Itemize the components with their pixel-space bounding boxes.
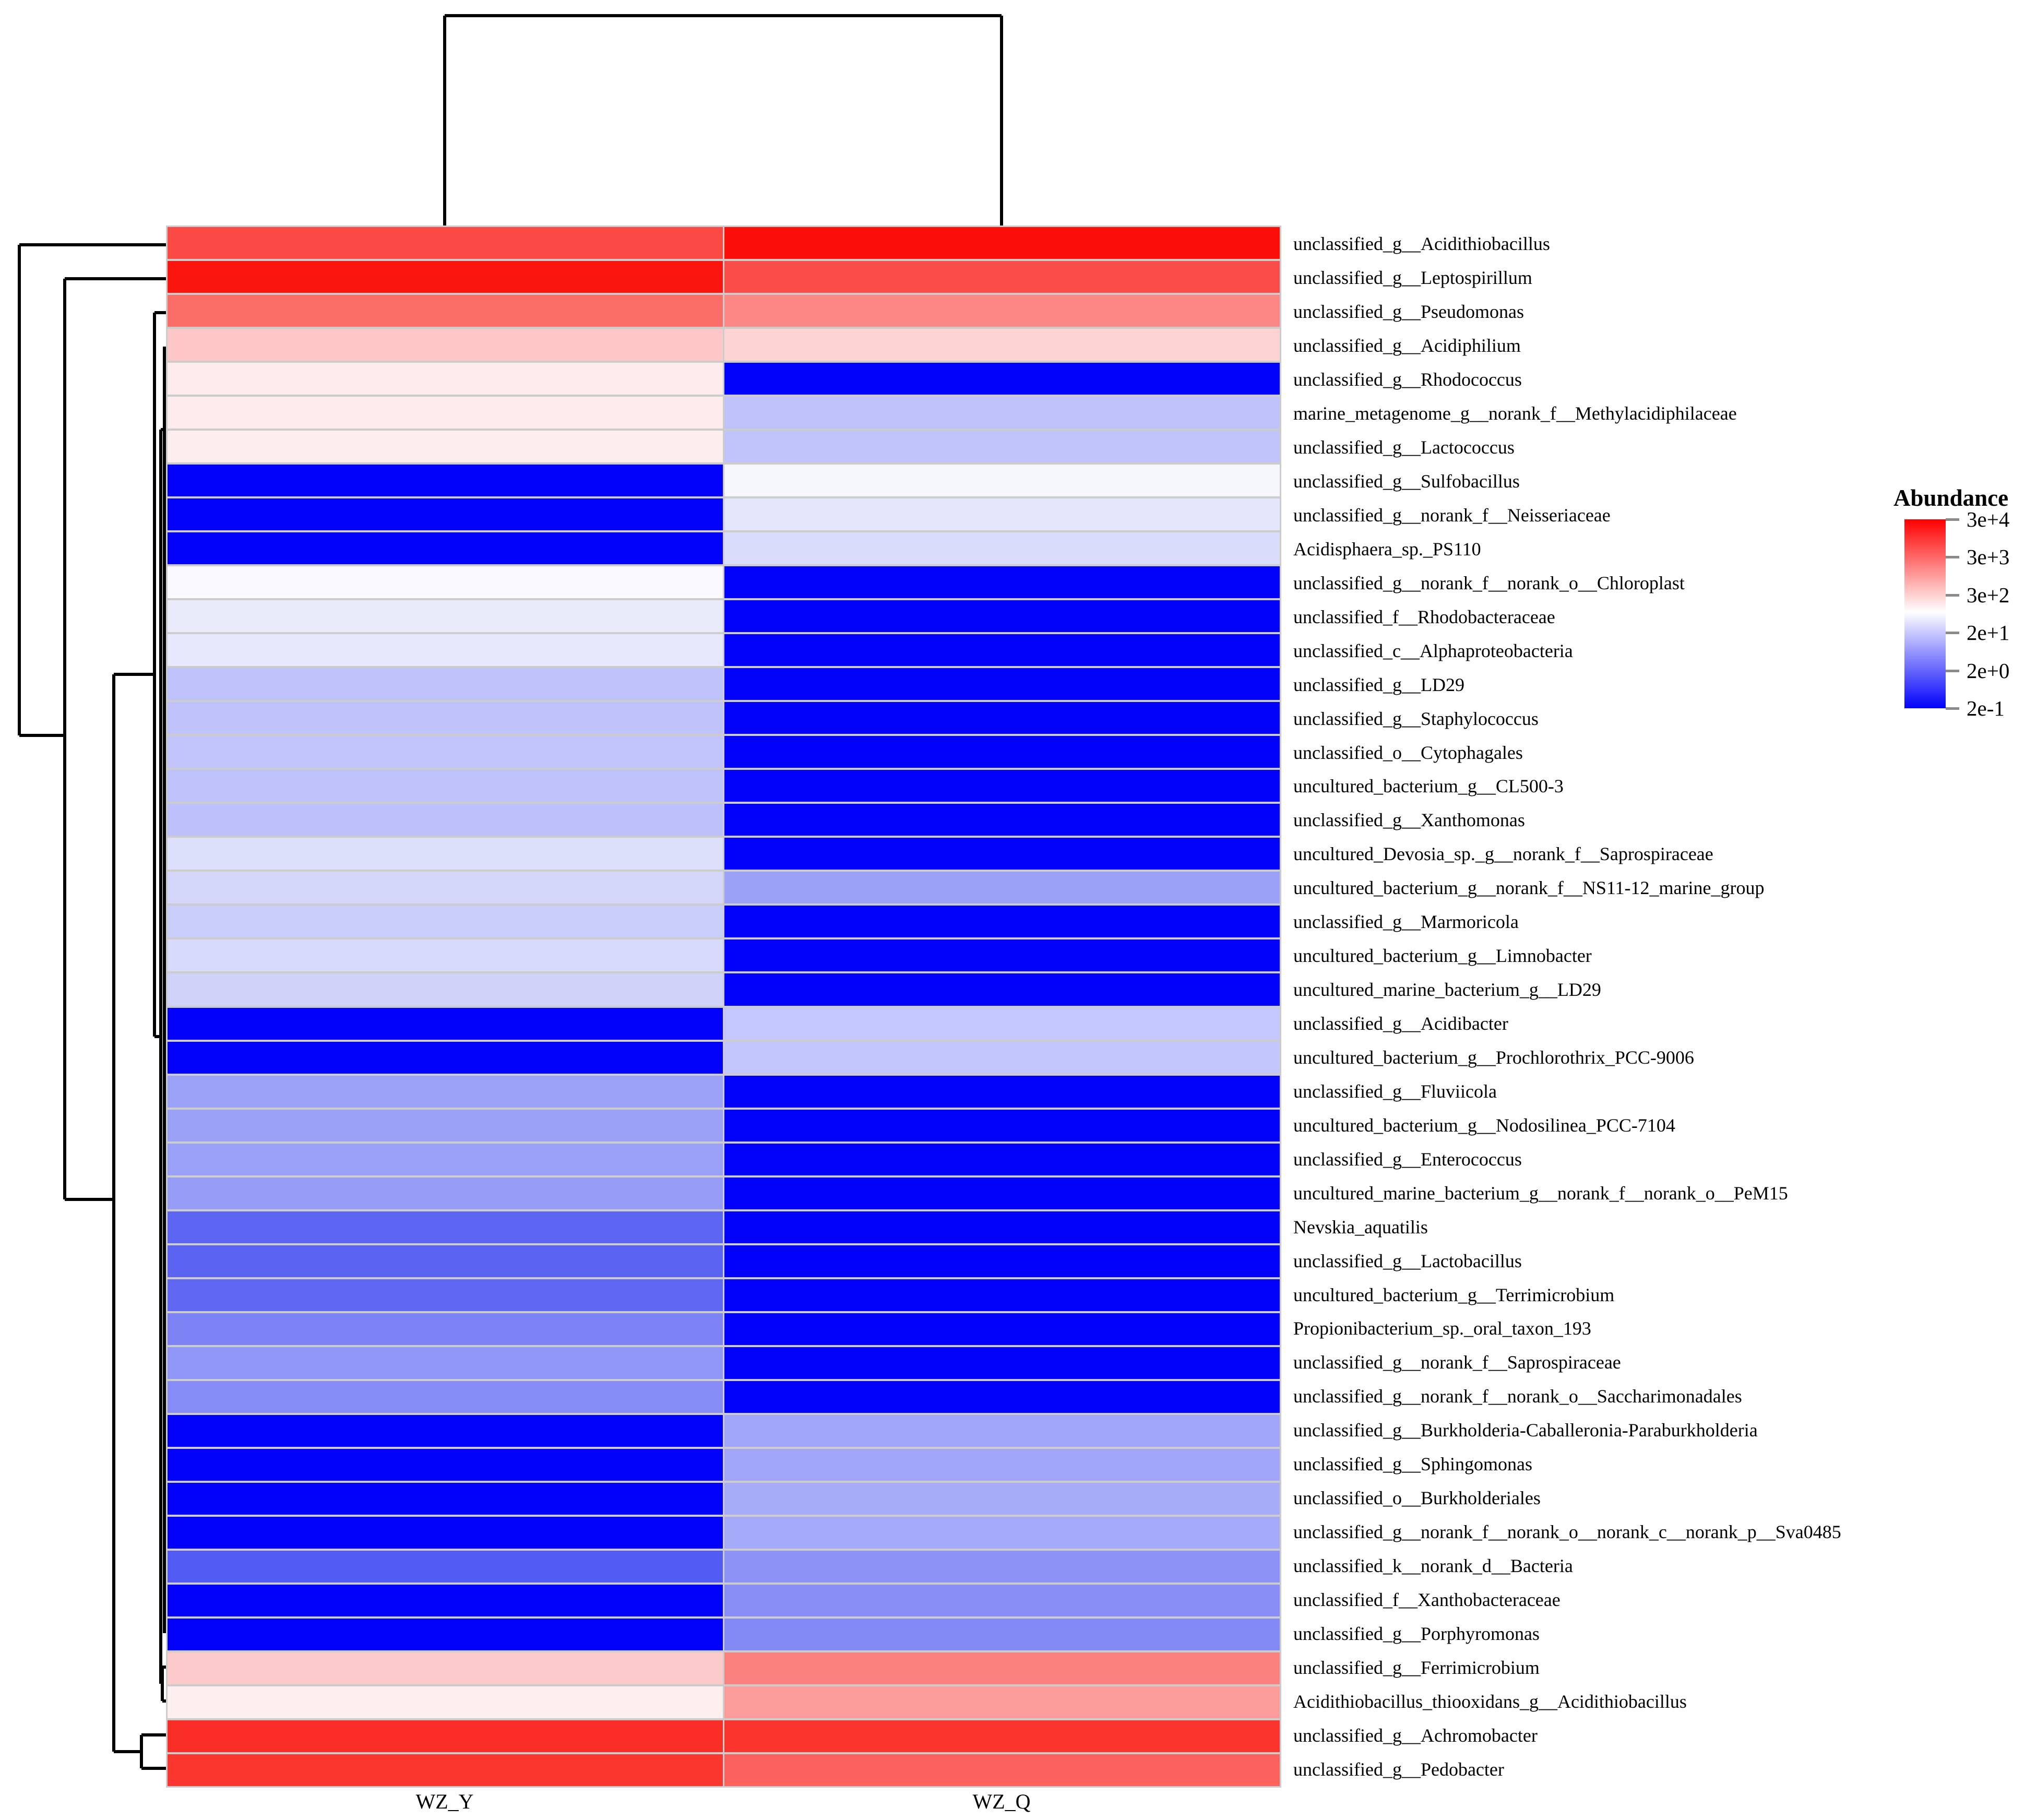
heatmap-cell-wz_y-row30 (168, 1211, 723, 1243)
heatmap-cell-wz_y-row8 (168, 465, 723, 496)
heatmap-cell-wz_q-row25 (724, 1042, 1280, 1074)
row-label: unclassified_g__norank_f__norank_o__Chloroplast (1293, 572, 1685, 593)
heatmap-cell-wz_q-row12 (724, 600, 1280, 632)
heatmap-cell-wz_y-row31 (168, 1245, 723, 1277)
heatmap-cell-wz_y-row1 (168, 227, 723, 259)
row-label: unclassified_g__Xanthomonas (1293, 810, 1525, 831)
heatmap-grid (168, 227, 1280, 1786)
heatmap-cell-wz_q-row15 (724, 702, 1280, 734)
heatmap-cell-wz_q-row27 (724, 1110, 1280, 1141)
heatmap-cell-wz_q-row21 (724, 906, 1280, 937)
heatmap-cell-wz_q-row16 (724, 736, 1280, 768)
heatmap-cell-wz_q-row19 (724, 838, 1280, 870)
row-label: unclassified_g__Porphyromonas (1293, 1623, 1540, 1644)
row-label: unclassified_g__Lactobacillus (1293, 1250, 1522, 1271)
heatmap-cell-wz_q-row10 (724, 532, 1280, 564)
row-label: unclassified_g__Sulfobacillus (1293, 471, 1520, 492)
heatmap-cell-wz_y-row41 (168, 1585, 723, 1616)
heatmap-cell-wz_y-row28 (168, 1144, 723, 1175)
legend-tick-label: 3e+3 (1967, 545, 2010, 569)
heatmap-cell-wz_q-row20 (724, 872, 1280, 903)
row-label: uncultured_bacterium_g__Nodosilinea_PCC-7104 (1293, 1114, 1675, 1136)
heatmap-cell-wz_q-row18 (724, 804, 1280, 836)
heatmap-cell-wz_q-row6 (724, 397, 1280, 429)
row-label: unclassified_g__Leptospirillum (1293, 267, 1532, 289)
row-label: uncultured_marine_bacterium_g__norank_f__norank_o__PeM15 (1293, 1182, 1788, 1204)
heatmap-cell-wz_q-row34 (724, 1347, 1280, 1379)
heatmap-cell-wz_y-row33 (168, 1313, 723, 1345)
row-label: unclassified_g__Sphingomonas (1293, 1454, 1532, 1475)
heatmap-cell-wz_q-row11 (724, 566, 1280, 598)
legend-tick-label: 3e+2 (1967, 582, 2010, 607)
row-label: unclassified_g__Enterococcus (1293, 1148, 1522, 1170)
heatmap-cell-wz_y-row43 (168, 1652, 723, 1684)
heatmap-cell-wz_y-row3 (168, 295, 723, 327)
heatmap-cell-wz_q-row42 (724, 1619, 1280, 1650)
heatmap-cell-wz_y-row19 (168, 838, 723, 870)
heatmap-cell-wz_q-row32 (724, 1279, 1280, 1311)
legend-tick-mark (1946, 707, 1959, 710)
heatmap-cell-wz_q-row31 (724, 1245, 1280, 1277)
heatmap-cell-wz_y-row20 (168, 872, 723, 903)
heatmap-cell-wz_q-row13 (724, 634, 1280, 666)
row-label: unclassified_o__Cytophagales (1293, 742, 1523, 763)
heatmap-cell-wz_q-row4 (724, 329, 1280, 361)
row-label: unclassified_o__Burkholderiales (1293, 1488, 1541, 1509)
heatmap-cell-wz_q-row38 (724, 1483, 1280, 1515)
row-label: unclassified_g__Staphylococcus (1293, 708, 1539, 729)
heatmap-cell-wz_q-row9 (724, 498, 1280, 530)
heatmap-cell-wz_y-row34 (168, 1347, 723, 1379)
row-label: unclassified_g__norank_f__norank_o__norank_c__norank_p__Sva0485 (1293, 1521, 1841, 1543)
heatmap-cell-wz_q-row35 (724, 1381, 1280, 1413)
heatmap-cell-wz_y-row25 (168, 1042, 723, 1074)
heatmap-cell-wz_y-row18 (168, 804, 723, 836)
row-label: unclassified_g__Pseudomonas (1293, 301, 1524, 323)
heatmap-cell-wz_y-row42 (168, 1619, 723, 1650)
row-label: Acidithiobacillus_thiooxidans_g__Acidithiobacillus (1293, 1691, 1687, 1712)
row-label: unclassified_g__Acidithiobacillus (1293, 233, 1550, 255)
legend-colorbar (1904, 519, 1946, 708)
row-label: uncultured_bacterium_g__CL500-3 (1293, 776, 1564, 797)
heatmap-cell-wz_q-row37 (724, 1449, 1280, 1481)
row-label: unclassified_f__Xanthobacteraceae (1293, 1589, 1561, 1610)
heatmap-cell-wz_q-row17 (724, 770, 1280, 802)
legend-tick-mark (1946, 670, 1959, 672)
row-label: uncultured_bacterium_g__Terrimicrobium (1293, 1284, 1615, 1305)
heatmap-cell-wz_y-row36 (168, 1415, 723, 1447)
heatmap-cell-wz_y-row16 (168, 736, 723, 768)
heatmap-cell-wz_y-row4 (168, 329, 723, 361)
row-label: unclassified_g__Pedobacter (1293, 1758, 1504, 1780)
heatmap-cell-wz_q-row2 (724, 261, 1280, 293)
heatmap-cell-wz_y-row26 (168, 1076, 723, 1108)
legend-tick-label: 3e+4 (1967, 507, 2010, 531)
heatmap-cell-wz_y-row29 (168, 1177, 723, 1209)
heatmap-cell-wz_y-row2 (168, 261, 723, 293)
legend-tick-mark (1946, 594, 1959, 597)
heatmap-cell-wz_y-row14 (168, 668, 723, 700)
row-label: uncultured_bacterium_g__Limnobacter (1293, 945, 1592, 967)
row-label: unclassified_g__norank_f__Saprospiraceae (1293, 1352, 1621, 1373)
row-label: unclassified_g__Acidibacter (1293, 1013, 1508, 1034)
row-label: unclassified_g__Lactococcus (1293, 437, 1515, 458)
row-label: unclassified_f__Rhodobacteraceae (1293, 606, 1555, 627)
heatmap-cell-wz_q-row44 (724, 1686, 1280, 1718)
row-label: Propionibacterium_sp._oral_taxon_193 (1293, 1318, 1591, 1339)
row-label: uncultured_bacterium_g__Prochlorothrix_PCC-9006 (1293, 1046, 1694, 1068)
heatmap-cell-wz_y-row6 (168, 397, 723, 429)
abundance-legend (1879, 480, 2025, 772)
row-label: unclassified_g__norank_f__norank_o__Saccharimonadales (1293, 1386, 1742, 1407)
heatmap-cell-wz_y-row21 (168, 906, 723, 937)
heatmap-cell-wz_q-row26 (724, 1076, 1280, 1108)
heatmap-cell-wz_y-row10 (168, 532, 723, 564)
heatmap-cell-wz_y-row27 (168, 1110, 723, 1141)
row-label: uncultured_marine_bacterium_g__LD29 (1293, 979, 1601, 1001)
heatmap-cell-wz_y-row35 (168, 1381, 723, 1413)
heatmap-cell-wz_y-row5 (168, 363, 723, 395)
heatmap-cell-wz_y-row7 (168, 431, 723, 462)
legend-tick-mark (1946, 556, 1959, 558)
heatmap-cell-wz_y-row9 (168, 498, 723, 530)
row-label: unclassified_g__Burkholderia-Caballeronia-Paraburkholderia (1293, 1420, 1758, 1441)
row-label: unclassified_g__Fluviicola (1293, 1080, 1497, 1102)
heatmap-cell-wz_q-row30 (724, 1211, 1280, 1243)
heatmap-cell-wz_y-row40 (168, 1551, 723, 1583)
row-label: unclassified_g__Rhodococcus (1293, 369, 1522, 390)
heatmap-cell-wz_y-row46 (168, 1754, 723, 1786)
heatmap-cell-wz_y-row24 (168, 1008, 723, 1040)
column-label-wz-y: WZ_Y (415, 1790, 474, 1813)
heatmap-cell-wz_y-row13 (168, 634, 723, 666)
heatmap-cell-wz_q-row1 (724, 227, 1280, 259)
row-label: unclassified_k__norank_d__Bacteria (1293, 1555, 1573, 1577)
heatmap-cell-wz_q-row28 (724, 1144, 1280, 1175)
heatmap-cell-wz_y-row44 (168, 1686, 723, 1718)
heatmap-cell-wz_q-row45 (724, 1720, 1280, 1752)
column-label-wz-q: WZ_Q (972, 1790, 1031, 1813)
heatmap-cell-wz_q-row41 (724, 1585, 1280, 1616)
heatmap-cell-wz_q-row33 (724, 1313, 1280, 1345)
row-label: unclassified_g__norank_f__Neisseriaceae (1293, 504, 1611, 526)
row-label: unclassified_g__Achromobacter (1293, 1724, 1538, 1746)
row-label: unclassified_g__LD29 (1293, 674, 1464, 695)
heatmap-cell-wz_q-row22 (724, 939, 1280, 971)
heatmap-cell-wz_q-row14 (724, 668, 1280, 700)
heatmap-cell-wz_q-row5 (724, 363, 1280, 395)
heatmap-cell-wz_y-row38 (168, 1483, 723, 1515)
row-label: unclassified_g__Ferrimicrobium (1293, 1657, 1540, 1678)
row-label: uncultured_bacterium_g__norank_f__NS11-12_marine_group (1293, 877, 1765, 899)
legend-title: Abundance (1893, 485, 2009, 511)
heatmap-cell-wz_y-row15 (168, 702, 723, 734)
legend-tick-label: 2e-1 (1967, 696, 2005, 720)
heatmap-cell-wz_y-row45 (168, 1720, 723, 1752)
heatmap-cell-wz_y-row12 (168, 600, 723, 632)
row-label: Acidisphaera_sp._PS110 (1293, 538, 1481, 560)
heatmap-panel (166, 225, 1281, 1788)
row-label: unclassified_g__Marmoricola (1293, 911, 1519, 933)
row-label: uncultured_Devosia_sp._g__norank_f__Saprospiraceae (1293, 843, 1713, 865)
heatmap-cell-wz_y-row22 (168, 939, 723, 971)
heatmap-cell-wz_q-row29 (724, 1177, 1280, 1209)
heatmap-cell-wz_y-row37 (168, 1449, 723, 1481)
row-label: Nevskia_aquatilis (1293, 1216, 1428, 1238)
row-label: unclassified_g__Acidiphilium (1293, 335, 1521, 356)
legend-tick-mark (1946, 518, 1959, 521)
heatmap-cell-wz_y-row32 (168, 1279, 723, 1311)
legend-tick-label: 2e+0 (1967, 658, 2010, 683)
row-labels (1293, 227, 1841, 1786)
heatmap-cell-wz_q-row8 (724, 465, 1280, 496)
heatmap-cell-wz_q-row40 (724, 1551, 1280, 1583)
heatmap-cell-wz_q-row36 (724, 1415, 1280, 1447)
heatmap-cell-wz_q-row46 (724, 1754, 1280, 1786)
heatmap-cell-wz_q-row23 (724, 973, 1280, 1005)
heatmap-cell-wz_y-row23 (168, 973, 723, 1005)
heatmap-cell-wz_q-row43 (724, 1652, 1280, 1684)
row-label: marine_metagenome_g__norank_f__Methylacidiphilaceae (1293, 403, 1737, 424)
heatmap-cell-wz_q-row24 (724, 1008, 1280, 1040)
heatmap-cell-wz_y-row39 (168, 1517, 723, 1549)
heatmap-cell-wz_q-row39 (724, 1517, 1280, 1549)
heatmap-cell-wz_q-row3 (724, 295, 1280, 327)
legend-tick-mark (1946, 632, 1959, 634)
legend-tick-label: 2e+1 (1967, 621, 2010, 645)
heatmap-cell-wz_q-row7 (724, 431, 1280, 462)
heatmap-cell-wz_y-row17 (168, 770, 723, 802)
row-label: unclassified_c__Alphaproteobacteria (1293, 640, 1573, 661)
heatmap-cell-wz_y-row11 (168, 566, 723, 598)
